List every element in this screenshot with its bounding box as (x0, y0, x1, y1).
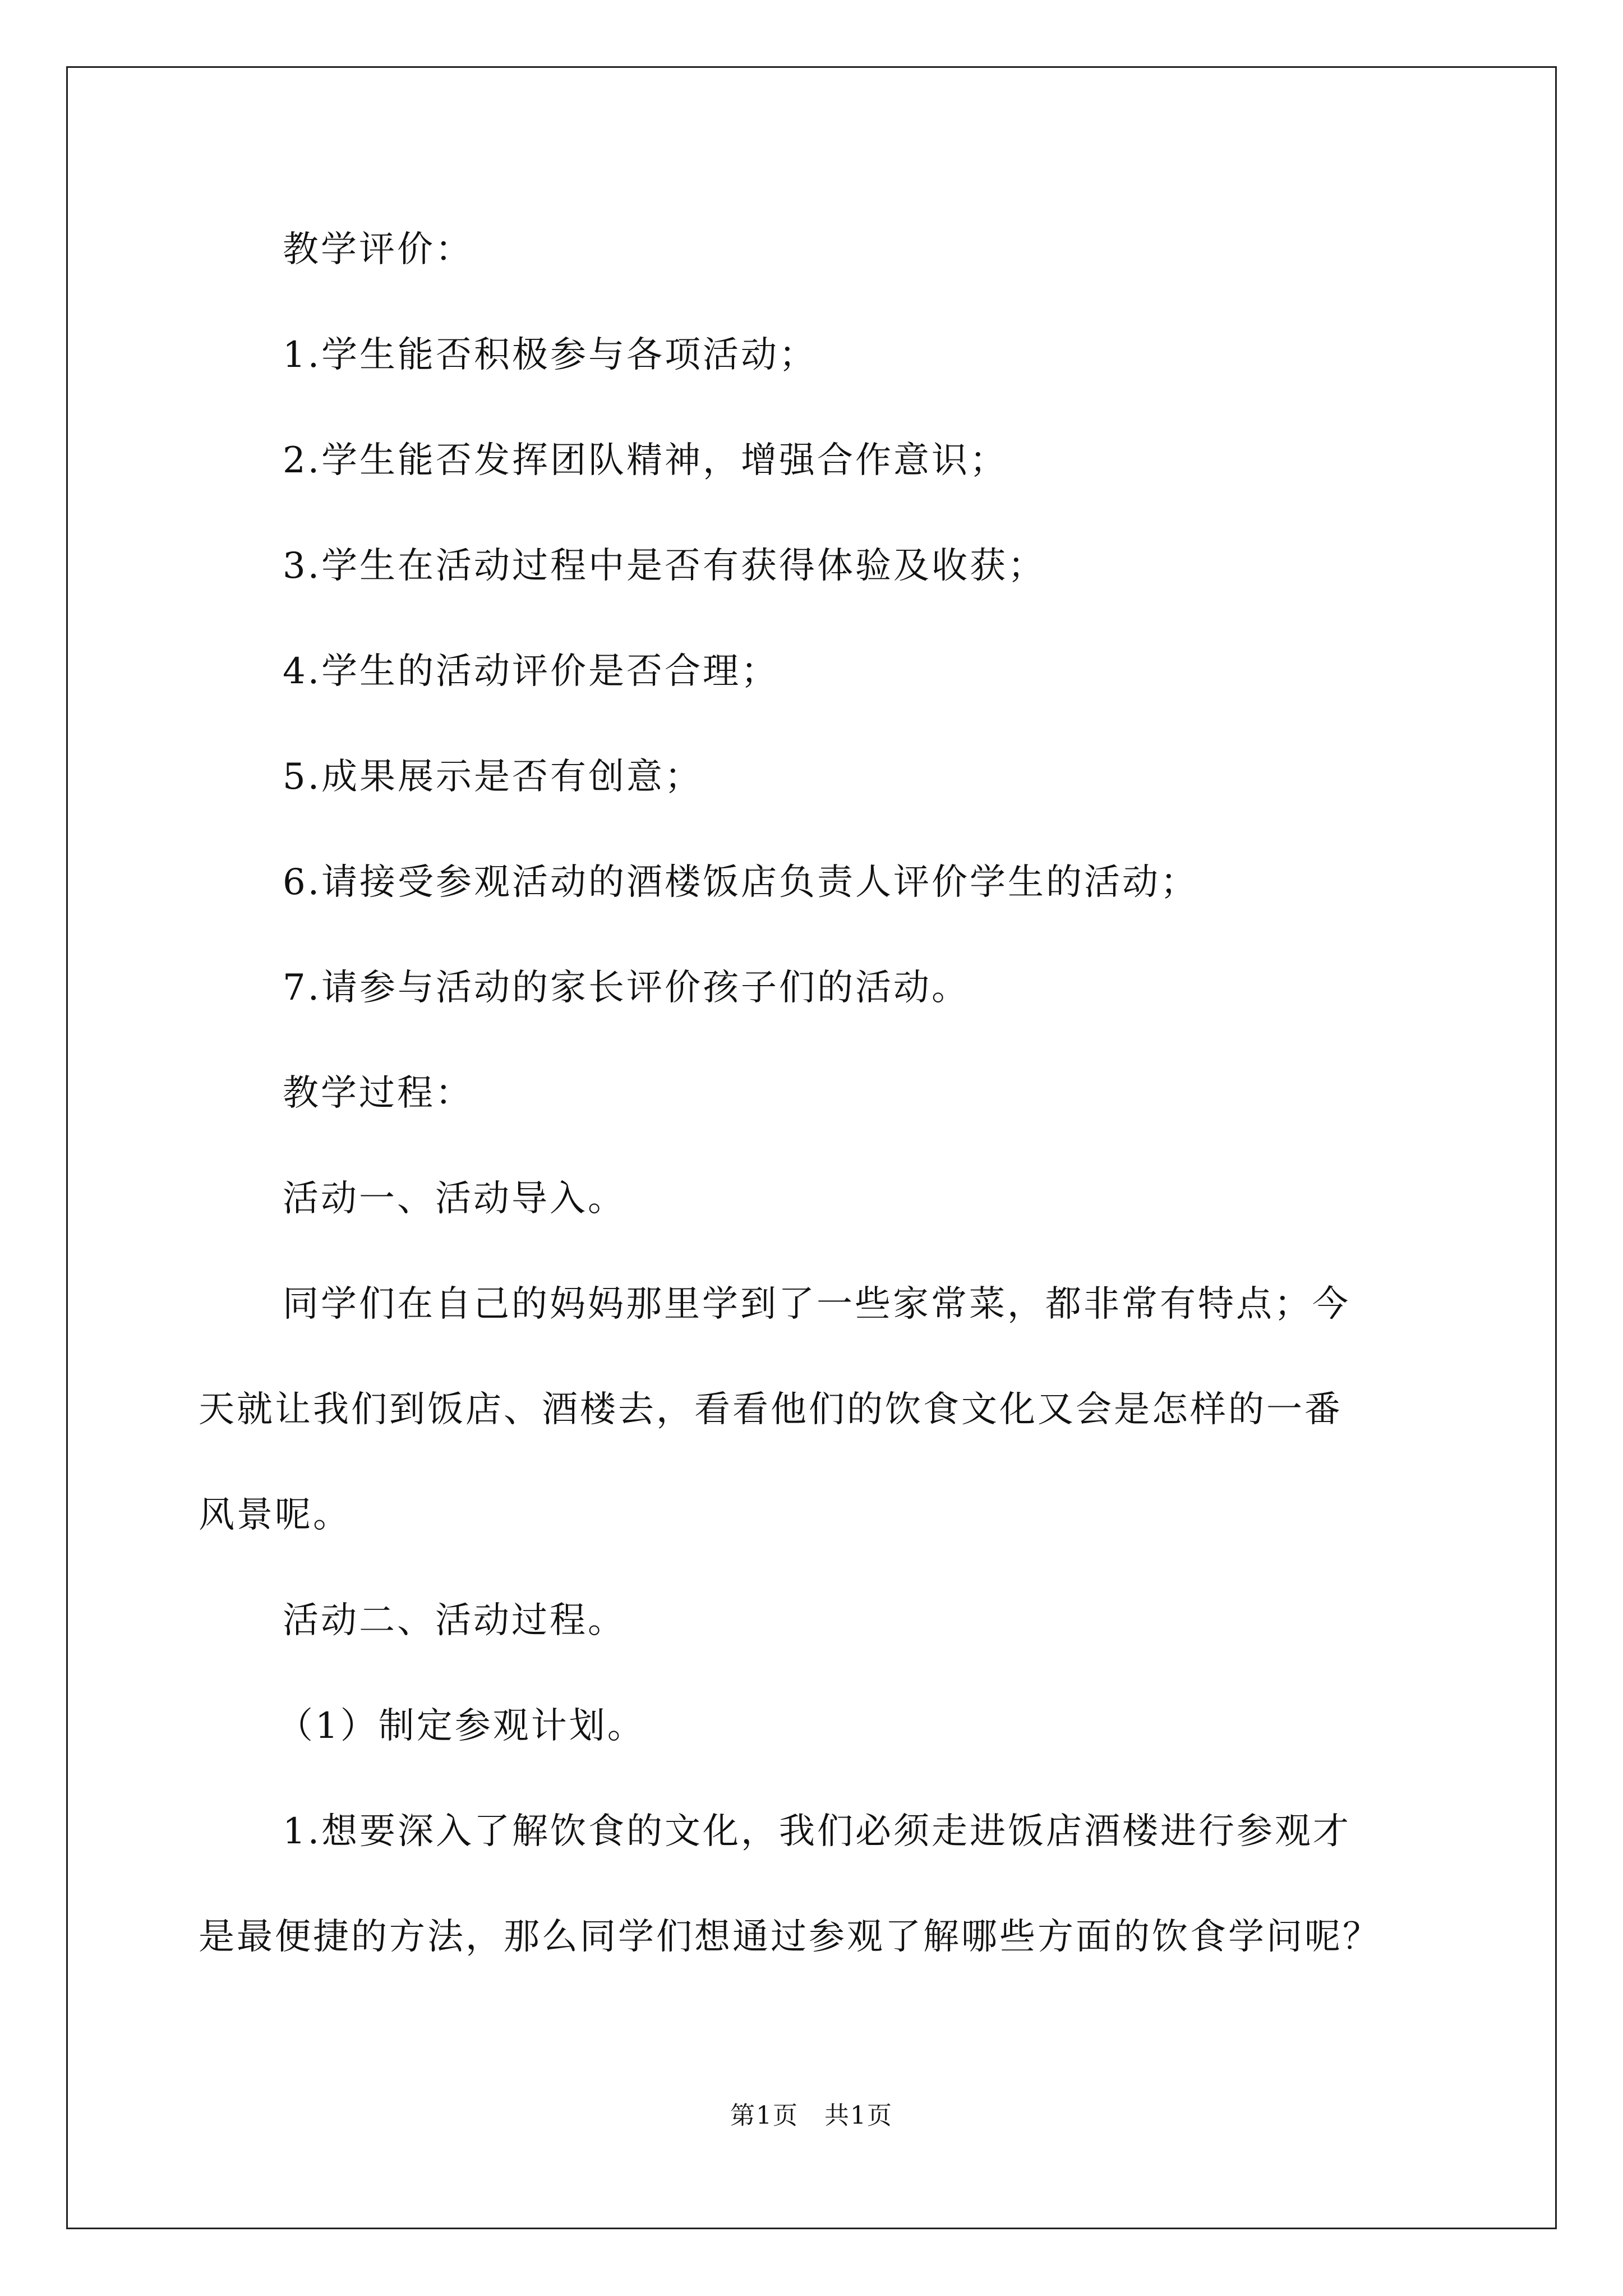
activity-two-heading: 活动二、活动过程。 (283, 1600, 626, 1641)
page-footer: 第1页 共1页 (730, 2101, 893, 2130)
evaluation-item-2: 2.学生能否发挥团队精神，增强合作意识； (283, 440, 1008, 481)
page-border (66, 66, 1557, 2229)
heading-teaching-process: 教学过程： (283, 1073, 473, 1114)
paragraph-line: 是最便捷的方法，那么同学们想通过参观了解哪些方面的饮食学问呢？ (199, 1916, 1381, 1958)
evaluation-item-6: 6.请接受参观活动的酒楼饭店负责人评价学生的活动； (283, 862, 1199, 903)
evaluation-item-5: 5.成果展示是否有创意； (283, 756, 703, 798)
paragraph-line: 风景呢。 (199, 1494, 351, 1536)
paragraph-line: 天就让我们到饭店、酒楼去，看看他们的饮食文化又会是怎样的一番 (199, 1389, 1343, 1430)
evaluation-item-4: 4.学生的活动评价是否合理； (283, 651, 780, 692)
evaluation-item-3: 3.学生在活动过程中是否有获得体验及收获； (283, 545, 1046, 587)
heading-teaching-evaluation: 教学评价： (283, 229, 473, 270)
paragraph-line: 1.想要深入了解饮食的文化，我们必须走进饭店酒楼进行参观才 (283, 1811, 1352, 1852)
paragraph-line: 同学们在自己的妈妈那里学到了一些家常菜，都非常有特点；今 (283, 1283, 1350, 1325)
activity-one-heading: 活动一、活动导入。 (283, 1178, 626, 1220)
evaluation-item-1: 1.学生能否积极参与各项活动； (283, 334, 818, 376)
evaluation-item-7: 7.请参与活动的家长评价孩子们的活动。 (283, 967, 970, 1009)
sub-heading-plan: （1）制定参观计划。 (277, 1705, 645, 1747)
